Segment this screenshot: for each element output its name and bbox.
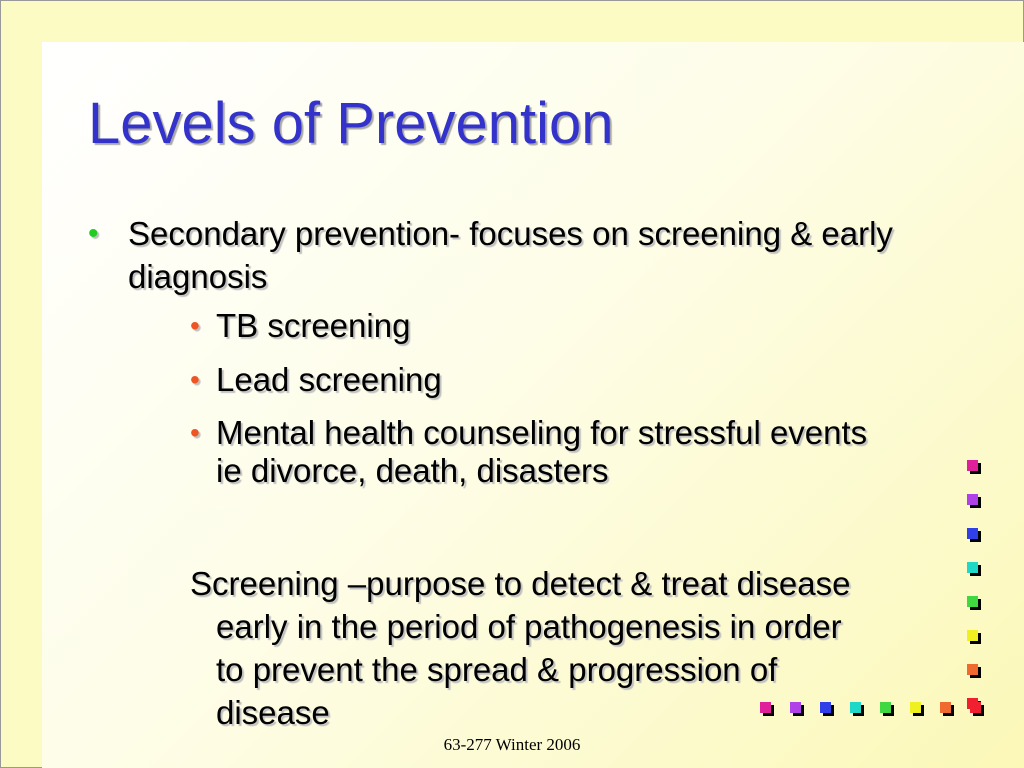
sub-bullet-text: TB screening [216, 307, 411, 344]
decorative-square-icon [880, 702, 891, 713]
main-bullet-text: Secondary prevention- focuses on screening & early diagnosis [128, 215, 893, 295]
sub-bullet-text: Mental health counseling for stressful events ie divorce, death, disasters [216, 414, 868, 489]
bullet-dot-icon: • [88, 217, 99, 250]
decorative-square-icon [970, 702, 981, 713]
slide-title: Levels of Prevention [88, 91, 614, 156]
decorative-square-icon [967, 562, 978, 573]
decorative-square-icon [967, 664, 978, 675]
sub-bullet [190, 361, 890, 399]
screening-paragraph-text: Screening –purpose to detect & treat disease early in the period of pathogenesis in order to prevent the spread & progression of disease [190, 565, 851, 731]
decorative-square-icon [967, 460, 978, 471]
decorative-square-icon [790, 702, 801, 713]
decorative-square-icon [820, 702, 831, 713]
sub-bullet [190, 414, 890, 490]
sub-bullet [190, 307, 890, 345]
bullet-dot-icon: • [190, 417, 200, 448]
slide-footer: 63-277 Winter 2006 [443, 735, 581, 754]
bullet-dot-icon: • [190, 310, 200, 341]
main-bullet [88, 212, 916, 298]
bullet-dot-icon: • [190, 364, 200, 395]
decorative-square-icon [967, 528, 978, 539]
decorative-square-icon [910, 702, 921, 713]
decorative-square-icon [967, 494, 978, 505]
decorative-square-icon [967, 596, 978, 607]
decorative-square-icon [967, 630, 978, 641]
decorative-square-icon [850, 702, 861, 713]
decorative-square-icon [760, 702, 771, 713]
sub-bullet-text: Lead screening [216, 361, 442, 398]
decorative-square-icon [940, 702, 951, 713]
